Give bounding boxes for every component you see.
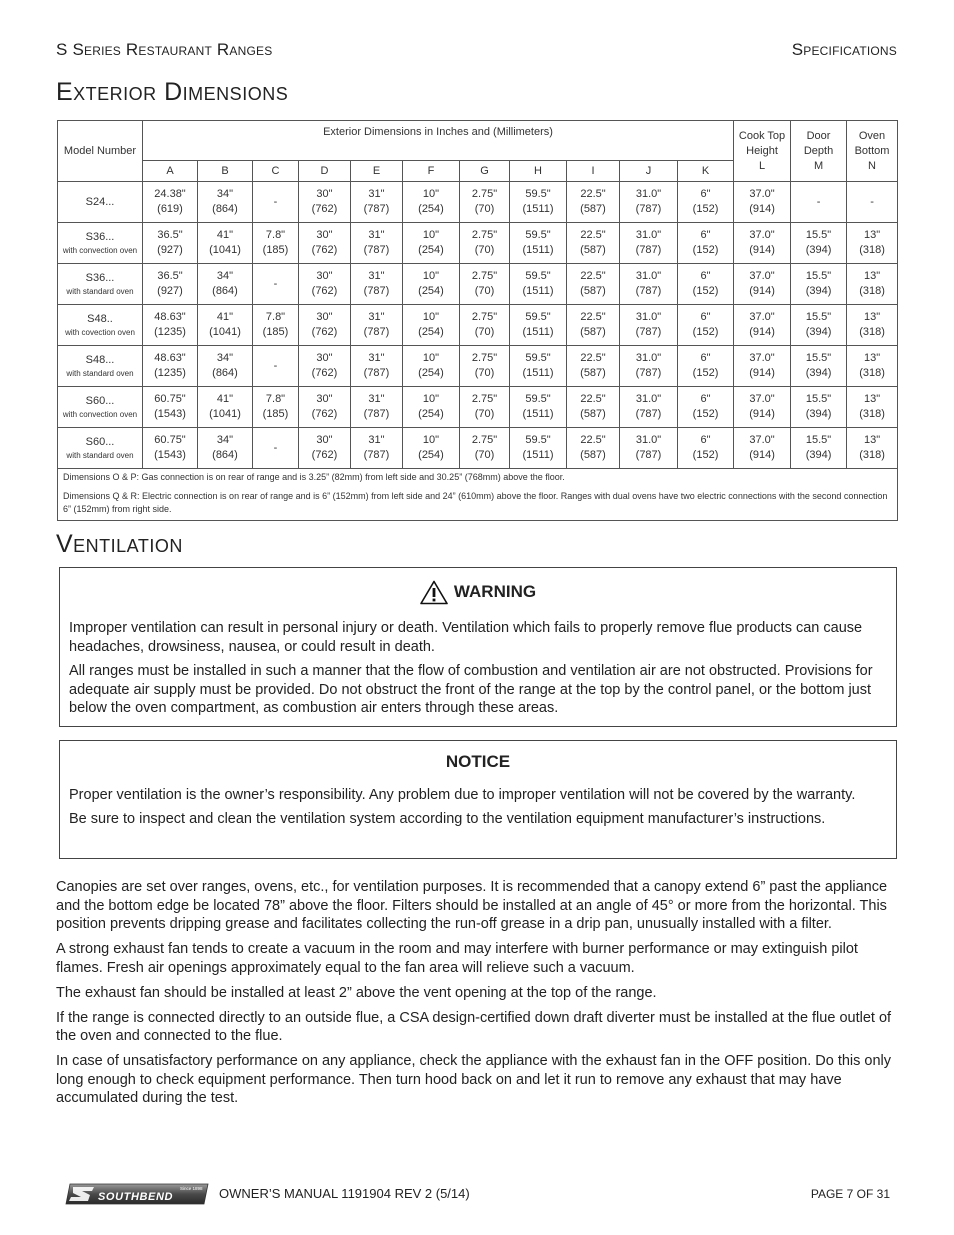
dimension-cell: 2.75" (70) [460,428,510,469]
dimension-cell: - [253,264,299,305]
footer-manual-id: OWNER’S MANUAL 1191904 REV 2 (5/14) [219,1186,470,1201]
dimension-cell: 41" (1041) [198,305,253,346]
dimension-cell: 6" (152) [678,182,734,223]
page-footer [0,1182,954,1206]
dimension-cell: 13" (318) [847,223,898,264]
warning-paragraph-2: All ranges must be installed in such a manner that the flow of combustion and ventilation air are not obstructed. Provisions for adequate air supply must be provided. Do not obstruct the front of the range at the top by the control panel, or the bottom just below the oven compartment, as combustion air enters through these areas. [69,663,873,716]
dimension-cell: 34" (864) [198,428,253,469]
dimension-cell: 41" (1041) [198,223,253,264]
col-header-a: A [143,161,198,182]
dimensions-table [57,120,898,521]
notice-paragraph-1: Proper ventilation is the owner’s responsibility. Any problem due to improper ventilation will not be covered by the warranty. [69,786,856,803]
table-row [58,264,898,305]
dimension-cell: 10" (254) [403,223,460,264]
dimension-cell: 15.5" (394) [791,264,847,305]
door-depth-header: Door Depth M [791,121,847,182]
dimension-cell: 22.5" (587) [567,264,620,305]
dimension-cell: 7.8" (185) [253,223,299,264]
dimension-cell: 13" (318) [847,305,898,346]
dimension-cell: 37.0" (914) [734,387,791,428]
model-cell: S60... with convection oven [58,387,143,428]
footer-page-number: PAGE 7 OF 31 [810,1187,890,1201]
warning-triangle-icon [420,580,448,605]
table-row [58,223,898,264]
body-paragraph-flue: If the range is connected directly to an outside flue, a CSA design-certified down draft diverter must be installed at the flue outlet of the oven and connected to the flue. [56,1009,892,1044]
dimension-cell: 31.0" (787) [620,182,678,223]
dimension-cell: 6" (152) [678,264,734,305]
dimension-cell: 31.0" (787) [620,428,678,469]
dimension-cell: 30" (762) [299,264,351,305]
dimension-cell: 6" (152) [678,223,734,264]
col-header-h: H [510,161,567,182]
dimension-cell: 7.8" (185) [253,305,299,346]
col-header-f: F [403,161,460,182]
dimension-cell: 10" (254) [403,182,460,223]
dimension-cell: - [847,182,898,223]
table-row [58,182,898,223]
notice-box [59,740,897,859]
col-header-i: I [567,161,620,182]
model-cell: S36... with standard oven [58,264,143,305]
body-paragraph-performance: In case of unsatisfactory performance on any appliance, check the appliance with the exhaust fan in the OFF position. Do this only long enough to check equipment performance. Then turn hood back on and let it run to remove any exhaust that may have accumulated during the test. [56,1053,892,1106]
dimension-cell: 31.0" (787) [620,223,678,264]
dimension-cell: 37.0" (914) [734,346,791,387]
col-header-e: E [351,161,403,182]
dimension-cell: 15.5" (394) [791,387,847,428]
dimension-cell: 34" (864) [198,346,253,387]
dimension-cell: 34" (864) [198,182,253,223]
dimension-cell: 31" (787) [351,264,403,305]
dimension-cell: 59.5" (1511) [510,305,567,346]
dimension-cell: 31" (787) [351,387,403,428]
cook-top-height-header: Cook Top Height L [734,121,791,182]
dimension-cell: 13" (318) [847,387,898,428]
col-header-c: C [253,161,299,182]
dimension-cell: 10" (254) [403,346,460,387]
dimension-cell: 59.5" (1511) [510,264,567,305]
notice-paragraph-2: Be sure to inspect and clean the ventilation system according to the ventilation equipment manufacturer’s instructions. [69,811,826,827]
dimension-cell: 59.5" (1511) [510,223,567,264]
dimension-cell: 10" (254) [403,428,460,469]
dimension-cell: 59.5" (1511) [510,428,567,469]
model-cell: S60... with standard oven [58,428,143,469]
dimension-cell: 6" (152) [678,428,734,469]
warning-title: WARNING [453,582,537,602]
dimension-cell: 36.5" (927) [143,264,198,305]
model-number-header: Model Number [58,121,143,182]
dimension-cell: 30" (762) [299,387,351,428]
dimension-cell: 59.5" (1511) [510,387,567,428]
section-title-ventilation: Ventilation [56,530,183,558]
dimension-cell: 2.75" (70) [460,387,510,428]
header-left: S Series Restaurant Ranges [56,40,273,59]
dimension-cell: 31" (787) [351,182,403,223]
note-electric: Dimensions Q & R: Electric connection is on rear of range and is 6” (152mm) from left side and 24” (610mm) above the floor. Ranges with dual ovens have two electric connections with the second connection 6” (152mm) from right side. [63,491,888,514]
table-row [58,387,898,428]
table-row [58,305,898,346]
dimension-cell: 30" (762) [299,305,351,346]
dimension-cell: 30" (762) [299,182,351,223]
dimension-cell: 41" (1041) [198,387,253,428]
dimension-cell: 59.5" (1511) [510,182,567,223]
southbend-logo [64,1183,210,1205]
warning-heading [69,580,887,605]
dimension-cell: 59.5" (1511) [510,346,567,387]
dimension-cell: 22.5" (587) [567,387,620,428]
dimension-cell: 30" (762) [299,428,351,469]
dimension-cell: 30" (762) [299,346,351,387]
dimension-cell: 2.75" (70) [460,264,510,305]
dimension-cell: 24.38" (619) [143,182,198,223]
dimension-cell: 6" (152) [678,305,734,346]
warning-paragraph-1: Improper ventilation can result in personal injury or death. Ventilation which fails to properly remove flue products can cause headaches, drowsiness, nausea, or could result in death. [69,620,863,655]
col-header-d: D [299,161,351,182]
oven-bottom-header: Oven Bottom N [847,121,898,182]
dimension-cell: 6" (152) [678,346,734,387]
dimension-cell: 10" (254) [403,387,460,428]
dimension-cell: 48.63" (1235) [143,346,198,387]
svg-text:SOUTHBEND: SOUTHBEND [98,1191,174,1203]
dimension-cell: 36.5" (927) [143,223,198,264]
col-header-j: J [620,161,678,182]
dimension-cell: 15.5" (394) [791,346,847,387]
col-header-k: K [678,161,734,182]
header-right: Specifications [791,40,897,59]
dimension-cell: 15.5" (394) [791,223,847,264]
dimension-cell: - [791,182,847,223]
warning-box [59,567,897,727]
dimension-cell: 10" (254) [403,305,460,346]
dimension-cell: 2.75" (70) [460,223,510,264]
dimension-cell: 13" (318) [847,428,898,469]
body-paragraph-exhaust-fan: A strong exhaust fan tends to create a vacuum in the room and may interfere with burner performance or may extinguish pilot flames. Fresh air openings approximately equal to the fan area will relieve such a vacuum. [56,941,858,976]
model-cell: S48.. with covection oven [58,305,143,346]
dimension-cell: 2.75" (70) [460,182,510,223]
notice-title: NOTICE [445,752,511,771]
table-row [58,428,898,469]
dimension-cell: 22.5" (587) [567,346,620,387]
dimension-cell: 30" (762) [299,223,351,264]
dimension-cell: 31.0" (787) [620,346,678,387]
dimension-cell: 2.75" (70) [460,346,510,387]
col-header-b: B [198,161,253,182]
dimension-cell: - [253,346,299,387]
svg-text:Since 1898: Since 1898 [180,1186,203,1191]
table-notes [58,469,898,521]
dimension-cell: 31" (787) [351,428,403,469]
dimension-cell: 48.63" (1235) [143,305,198,346]
dimension-cell: 13" (318) [847,264,898,305]
dimension-cell: 22.5" (587) [567,223,620,264]
dimension-cell: 15.5" (394) [791,305,847,346]
dimension-cell: 22.5" (587) [567,305,620,346]
dimension-cell: 31" (787) [351,346,403,387]
note-gas: Dimensions O & P: Gas connection is on rear of range and is 3.25” (82mm) from left side and 30.25” (768mm) above the floor. [63,472,565,482]
model-cell: S24... [58,182,143,223]
dimension-cell: 22.5" (587) [567,182,620,223]
dimension-cell: 22.5" (587) [567,428,620,469]
dimension-cell: 10" (254) [403,264,460,305]
dimension-cell: 31" (787) [351,223,403,264]
section-title-exterior-dimensions: Exterior Dimensions [56,78,289,106]
body-paragraph-fan-height: The exhaust fan should be installed at least 2” above the vent opening at the top of the range. [56,984,657,1001]
dimension-cell: 15.5" (394) [791,428,847,469]
ventilation-body [56,878,898,1114]
dimension-cell: - [253,182,299,223]
dimension-cell: 60.75" (1543) [143,428,198,469]
dimension-cell: 2.75" (70) [460,305,510,346]
dimension-cell: - [253,428,299,469]
model-cell: S48... with standard oven [58,346,143,387]
dimension-cell: 31" (787) [351,305,403,346]
dimension-cell: 31.0" (787) [620,387,678,428]
dimension-cell: 37.0" (914) [734,223,791,264]
col-header-g: G [460,161,510,182]
table-row [58,346,898,387]
body-paragraph-canopies: Canopies are set over ranges, ovens, etc., for ventilation purposes. It is recommended that a canopy extend 6” past the appliance and the bottom edge be located 78” above the floor. Filters should be installed at an angle of 45° or more from the horizontal. This position prevents dripping grease and facilitates collecting the run-off grease in a drip pan, unusually installed with a filter. [56,879,888,932]
dimension-cell: 37.0" (914) [734,264,791,305]
model-cell: S36... with convection oven [58,223,143,264]
dimension-cell: 37.0" (914) [734,428,791,469]
dimension-cell: 37.0" (914) [734,305,791,346]
dimension-cell: 31.0" (787) [620,305,678,346]
notice-heading [69,753,887,772]
dimension-cell: 31.0" (787) [620,264,678,305]
dimensions-group-header: Exterior Dimensions in Inches and (Millimeters) [143,121,734,161]
dimension-cell: 60.75" (1543) [143,387,198,428]
dimension-cell: 7.8" (185) [253,387,299,428]
dimension-cell: 37.0" (914) [734,182,791,223]
dimension-cell: 34" (864) [198,264,253,305]
dimension-cell: 13" (318) [847,346,898,387]
dimension-cell: 6" (152) [678,387,734,428]
